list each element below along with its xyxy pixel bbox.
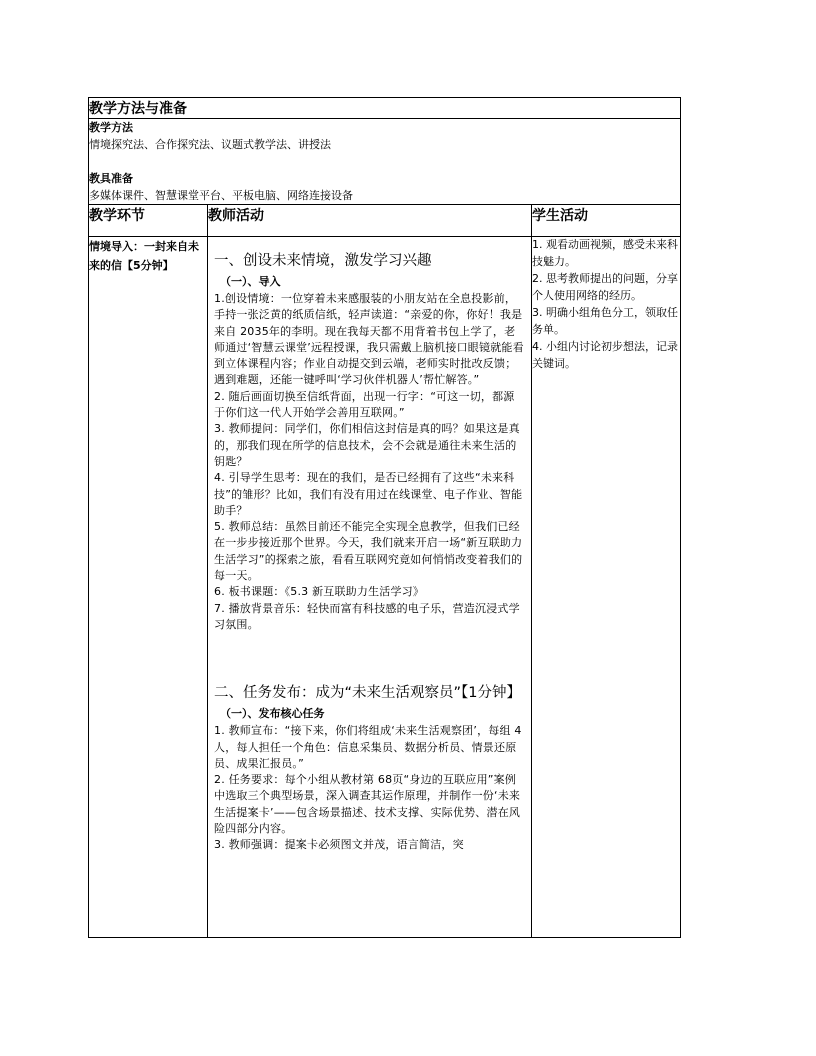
part2-item: 2. 任务要求：每个小组从教材第 68页“身边的互联应用”案例中选取三个典型场景，深入调查其运作原理，并制作一份‘未来生活提案卡’——包含场景描述、技术支撑、实际优势、潜在风险四部分内容。 (214, 773, 521, 836)
part2-title: 二、任务发布：成为“未来生活观察员”【1分钟】 (214, 685, 521, 702)
part1-item: 7. 播放背景音乐：轻快而富有科技感的电子乐，营造沉浸式学习氛围。 (214, 601, 520, 631)
student-item: 1. 观看动画视频，感受未来科技魅力。 (532, 238, 678, 268)
teacher-activity-cell (208, 237, 532, 938)
methods-text: 情境探究法、合作探究法、议题式教学法、讲授法 (89, 138, 331, 151)
part1-item: 2. 随后画面切换至信纸背面，出现一行字：“可这一切，都源于你们这一代人开始学会善用互联网。” (214, 389, 515, 420)
section-title: 教学方法与准备 (89, 98, 681, 119)
methods-row (89, 119, 681, 205)
methods-label: 教学方法 (89, 121, 133, 134)
student-item: 3. 明确小组角色分工，领取任务单。 (532, 306, 678, 336)
methods-prep-cell (89, 119, 681, 205)
part1-item: 6. 板书课题：《5.3 新互联助力生活学习》 (214, 585, 425, 599)
section-title-row (89, 98, 681, 119)
part1-item: 3. 教师提问：同学们，你们相信这封信是真的吗？如果这是真的，那我们现在所学的信息技术，会不会就是通往未来生活的钥匙？ (214, 422, 520, 468)
activity-row (89, 237, 681, 938)
part1-subtitle: （一）、导入 (220, 275, 281, 288)
column-header-row (89, 205, 681, 237)
part2-subtitle: （一）、发布核心任务 (220, 707, 325, 721)
lesson-plan-table (88, 97, 681, 938)
column-header-teacher: 教师活动 (208, 205, 532, 237)
part1-title: 一、创设未来情境，激发学习兴趣 (214, 253, 432, 269)
part2-item: 3. 教师强调：提案卡必须图文并茂，语言简洁，突 (214, 838, 464, 852)
part2-item: 1. 教师宣布：“接下来，你们将组成‘未来生活观察团’，每组 4 人，每人担任一个角色：信息采集员、数据分析员、情景还原员、成果汇报员。” (214, 724, 522, 770)
tools-text: 多媒体课件、智慧课堂平台、平板电脑、网络连接设备 (89, 189, 353, 202)
student-activity-cell (532, 237, 681, 938)
column-header-stage: 教学环节 (89, 205, 208, 237)
tools-label: 教具准备 (89, 172, 133, 185)
part1-item: 5. 教师总结：虽然目前还不能完全实现全息教学，但我们已经在一步步接近那个世界。今天，我们就来开启一场“新互联助力生活学习”的探索之旅，看看互联网究竟如何悄悄改变着我们的每一天。 (214, 520, 523, 583)
part1-item: 4. 引导学生思考：现在的我们，是否已经拥有了这些“未来科技”的雏形？比如，我们有没有用过在线课堂、电子作业、智能助手？ (214, 471, 523, 517)
stage-cell: 情境导入：一封来自未来的信【5分钟】 (89, 237, 208, 938)
column-header-student: 学生活动 (532, 205, 681, 237)
student-item: 2. 思考教师提出的问题，分享个人使用网络的经历。 (532, 272, 678, 302)
student-item: 4. 小组内讨论初步想法，记录关键词。 (532, 340, 678, 370)
part1-item: 1.创设情境：一位穿着未来感服装的小朋友站在全息投影前，手持一张泛黄的纸质信纸，轻声读道：“亲爱的你，你好！我是来自 2035年的李明。现在我每天都不用背着书包上学了，老师通过‘智慧云课堂’远程授课，我只需戴上脑机接口眼镜就能看到立体课程内容；作业自动提交到云端，老师实时批改反馈；遇到难题，还能一键呼叫‘学习伙伴机器人’帮忙解答。” (214, 292, 524, 387)
